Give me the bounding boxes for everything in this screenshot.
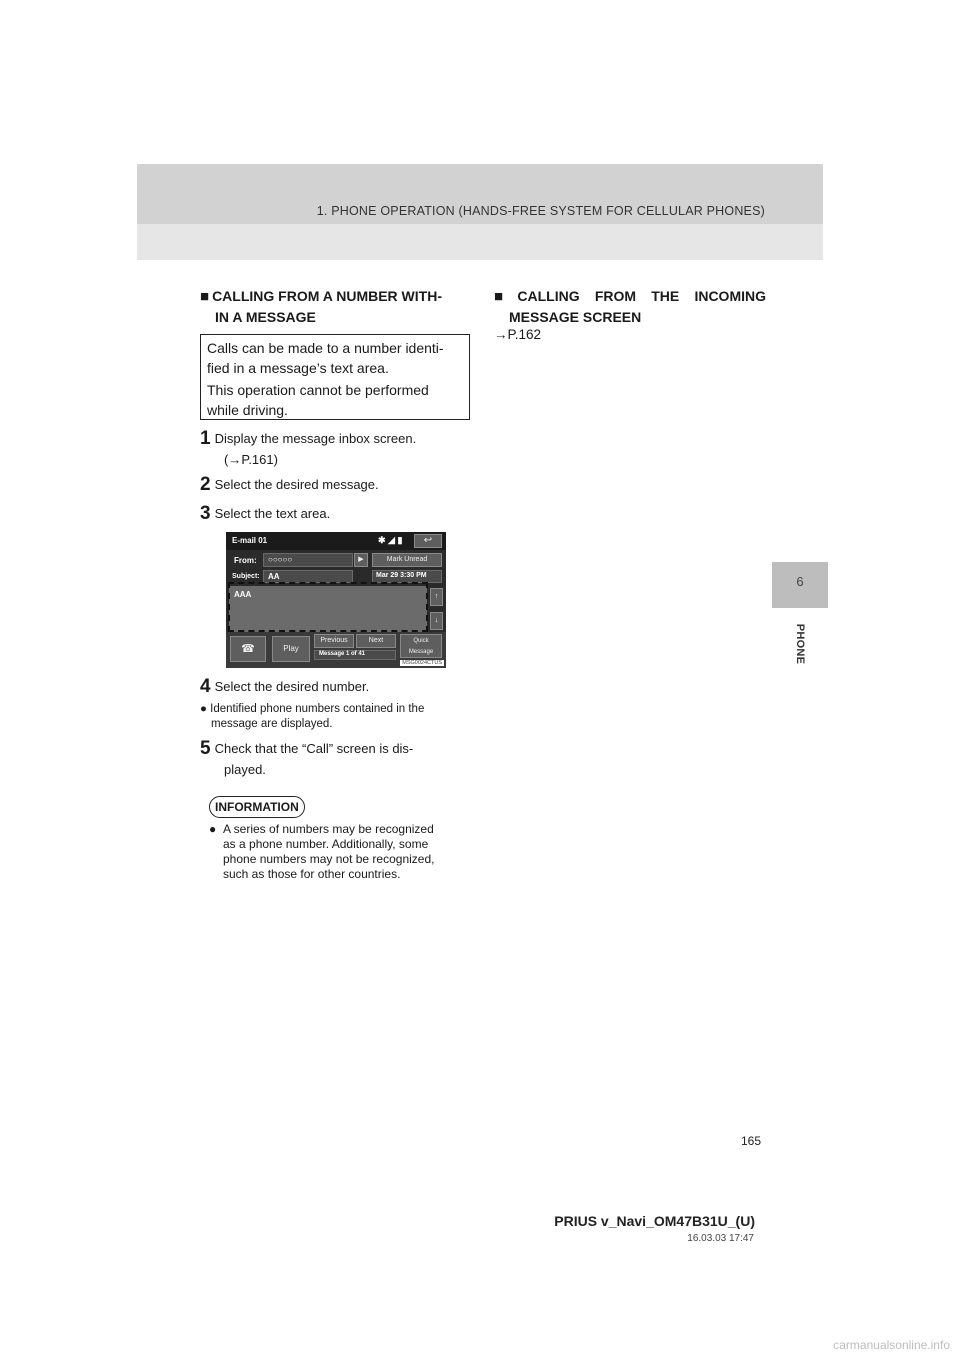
callout-text: while driving. [207,402,288,418]
quick-message-button: Quick Message [400,634,442,658]
info-bullet-marker: ● [209,822,217,836]
step-number: 1 [200,428,211,449]
previous-button: Previous [314,634,354,648]
bullet-text: message are displayed. [211,718,333,730]
scroll-down-icon: ↓ [430,612,443,630]
info-text: phone numbers may not be recognized, [223,852,435,866]
section-marker: ■ [494,288,515,305]
step-2 [200,474,379,495]
bullet-marker: ● [200,703,207,715]
chapter-tab [772,562,828,608]
section-heading-left [200,286,472,328]
callout-text: This operation cannot be performed [207,382,429,398]
step-text: Select the text area. [214,506,331,521]
text-area-value: AAA [234,590,252,599]
step-number: 3 [200,503,211,524]
from-label: From: [234,556,257,565]
step-text: Check that the “Call” screen is dis- [214,741,414,756]
screen-title: E-mail 01 [232,536,268,545]
step-number: 5 [200,738,211,759]
mark-unread-button: Mark Unread [372,553,442,567]
callout-text: Calls can be made to a number identi- [207,340,444,356]
step-text: Select the desired number. [214,679,370,694]
header-title: 1. PHONE OPERATION (HANDS-FREE SYSTEM FOR CELLULAR PHONES) [316,204,765,218]
header-subband [137,224,823,260]
heading-line: CALLING FROM THE INCOMING [517,288,766,304]
back-icon: ↩ [414,534,442,548]
message-counter [314,650,396,660]
heading-line: IN A MESSAGE [215,309,316,325]
step-text: Select the desired message. [214,477,379,492]
step-1 [200,428,416,470]
subject-label: Subject: [232,573,260,580]
page-number: 165 [741,1134,762,1148]
phone-icon: ☎ [230,636,266,662]
information-item [209,822,469,882]
chapter-label-text: PHONE [794,623,806,665]
message-count: Message 1 of 41 [319,651,366,657]
date-value: Mar 29 3:30 PM [376,572,427,579]
info-text: A series of numbers may be recognized [223,822,434,836]
from-field [263,553,353,567]
subject-value: AA [268,572,280,581]
play-button: Play [272,636,310,662]
scroll-up-icon: ↑ [430,588,443,606]
information-label: INFORMATION [209,796,305,818]
step-3 [200,503,330,524]
bullet-note [200,702,424,732]
email-screen-illustration [226,532,446,668]
text-area-highlight [228,582,428,632]
step-4 [200,676,369,697]
step-text: played. [224,762,266,777]
image-code: MSG0024CTUS [402,660,442,666]
step-number: 4 [200,676,211,697]
step-number: 2 [200,474,211,495]
bullet-text: Identified phone numbers contained in the [210,703,425,715]
timestamp: 16.03.03 17:47 [687,1233,754,1244]
heading-line: CALLING FROM A NUMBER WITH- [212,288,442,304]
section-heading-right [494,286,766,328]
chapter-label [787,614,813,674]
arrow-icon: ▶ [354,553,368,567]
status-icons: ✱ ◢ ▮ [378,535,403,545]
step-5 [200,738,413,780]
heading-line: MESSAGE SCREEN [509,309,642,325]
page-reference: →P.162 [494,327,542,342]
next-button: Next [356,634,396,648]
step-text: Display the message inbox screen. [214,431,417,446]
watermark: carmanualsonline.info [833,1338,950,1352]
callout-box [200,334,470,420]
document-id: PRIUS v_Navi_OM47B31U_(U) [554,1213,755,1229]
from-value: ○○○○○ [268,555,293,564]
section-marker: ■ [200,288,210,305]
info-text: such as those for other countries. [223,867,401,881]
page-header [137,164,823,224]
callout-text: fied in a message’s text area. [207,360,389,376]
chapter-number: 6 [796,574,804,589]
step-text: (→P.161) [224,452,278,467]
info-text: as a phone number. Additionally, some [223,837,429,851]
